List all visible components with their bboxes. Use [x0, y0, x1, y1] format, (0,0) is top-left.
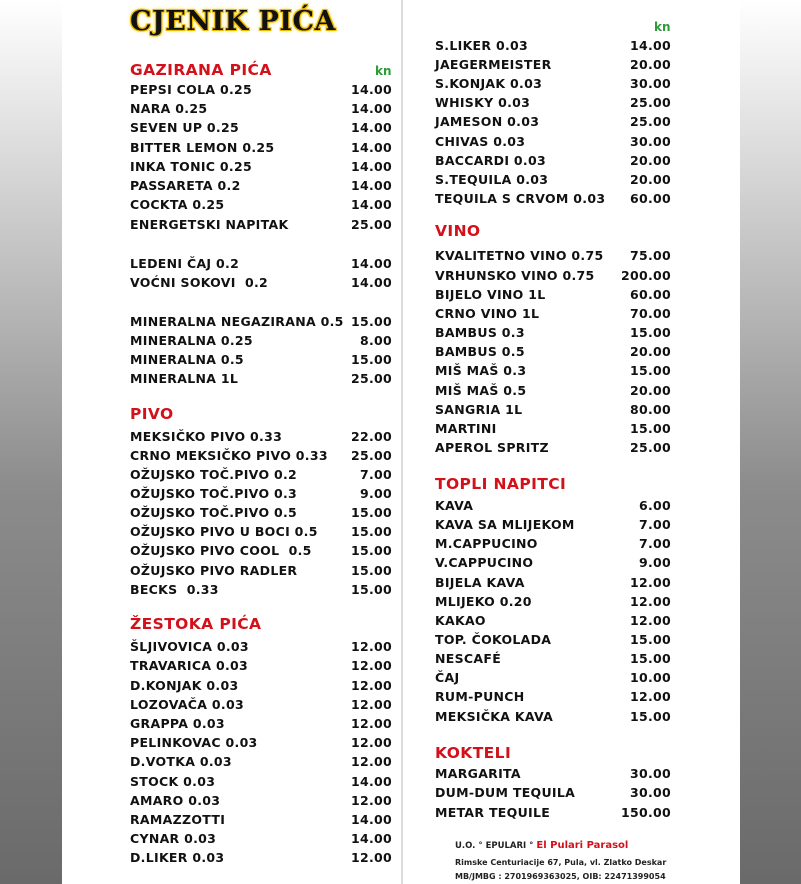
menu-item-name: NESCAFÉ — [435, 651, 502, 666]
menu-item-name: MIŠ MAŠ 0.5 — [435, 383, 527, 398]
menu-item — [435, 112, 671, 131]
menu-item-name: GRAPPA 0.03 — [130, 716, 225, 731]
footer-owner-line — [455, 840, 628, 851]
menu-item — [435, 246, 671, 265]
menu-item-price: 80.00 — [629, 402, 671, 417]
menu-item-name: BITTER LEMON 0.25 — [130, 140, 275, 155]
menu-item-price: 15.00 — [350, 563, 392, 578]
menu-item — [130, 848, 392, 867]
menu-item — [435, 55, 671, 74]
menu-item-name: D.LIKER 0.03 — [130, 850, 225, 865]
menu-item-name: RAMAZZOTTI — [130, 812, 226, 827]
menu-item-price: 15.00 — [350, 582, 392, 597]
menu-item-price: 25.00 — [350, 448, 392, 463]
menu-item-price: 30.00 — [629, 766, 671, 781]
menu-item — [435, 361, 671, 380]
menu-item-price: 22.00 — [350, 429, 392, 444]
menu-item — [435, 630, 671, 649]
menu-item — [435, 707, 671, 726]
menu-item-price: 12.00 — [629, 575, 671, 590]
menu-item-name: MINERALNA 1L — [130, 371, 239, 386]
menu-item — [130, 195, 392, 214]
menu-item-name: ENERGETSKI NAPITAK — [130, 217, 289, 232]
menu-item-name: INKA TONIC 0.25 — [130, 159, 252, 174]
menu-item — [435, 381, 671, 400]
menu-item — [435, 515, 671, 534]
menu-item-price: 14.00 — [350, 159, 392, 174]
menu-item — [130, 176, 392, 195]
menu-item-name: BACCARDI 0.03 — [435, 153, 546, 168]
menu-item-name: KAVA — [435, 498, 474, 513]
menu-item-name: JAEGERMEISTER — [435, 57, 552, 72]
menu-item — [435, 783, 671, 802]
menu-item — [435, 151, 671, 170]
menu-item-name: STOCK 0.03 — [130, 774, 216, 789]
menu-item-price: 60.00 — [629, 191, 671, 206]
menu-item — [130, 791, 392, 810]
menu-item — [130, 331, 392, 350]
menu-item-name: TEQUILA S CRVOM 0.03 — [435, 191, 606, 206]
section-heading-pivo: PIVO — [130, 405, 174, 423]
menu-item-price: 6.00 — [638, 498, 671, 513]
menu-item — [130, 484, 392, 503]
menu-item-price: 14.00 — [350, 82, 392, 97]
menu-item-name: OŽUJSKO TOČ.PIVO 0.5 — [130, 505, 298, 520]
menu-item-price: 14.00 — [350, 178, 392, 193]
menu-item-price: 12.00 — [350, 697, 392, 712]
menu-item-price: 14.00 — [350, 197, 392, 212]
menu-item-name: ČAJ — [435, 670, 460, 685]
menu-item-name: MEKSIČKO PIVO 0.33 — [130, 429, 283, 444]
menu-item — [435, 285, 671, 304]
menu-item-price: 12.00 — [350, 735, 392, 750]
menu-item — [130, 522, 392, 541]
menu-item-price: 12.00 — [350, 850, 392, 865]
menu-item — [435, 764, 671, 783]
menu-item-price: 12.00 — [350, 754, 392, 769]
menu-item-price: 75.00 — [629, 248, 671, 263]
menu-item-name: KVALITETNO VINO 0.75 — [435, 248, 604, 263]
menu-item — [130, 446, 392, 465]
menu-item-name: JAMESON 0.03 — [435, 114, 540, 129]
menu-item-price: 7.00 — [359, 467, 392, 482]
menu-item-price: 9.00 — [638, 555, 671, 570]
menu-item-price: 14.00 — [350, 831, 392, 846]
menu-item — [130, 810, 392, 829]
menu-item — [435, 668, 671, 687]
menu-item-name: BECKS 0.33 — [130, 582, 219, 597]
menu-item-name: VOĆNI SOKOVI 0.2 — [130, 275, 269, 290]
menu-item — [130, 829, 392, 848]
menu-item-name: KAVA SA MLIJEKOM — [435, 517, 575, 532]
menu-item-price: 25.00 — [350, 217, 392, 232]
menu-item-price: 150.00 — [620, 805, 671, 820]
menu-item-name: MINERALNA NEGAZIRANA 0.5 — [130, 314, 344, 329]
menu-item — [130, 350, 392, 369]
menu-item-name: OŽUJSKO PIVO RADLER — [130, 563, 298, 578]
menu-item-name: V.CAPPUCINO — [435, 555, 534, 570]
menu-item-name: D.VOTKA 0.03 — [130, 754, 232, 769]
menu-item-name: LEDENI ČAJ 0.2 — [130, 256, 240, 271]
footer-address: Rimske Centuriacije 67, Pula, vl. Zlatko Deskar — [455, 858, 667, 867]
menu-item-price: 15.00 — [350, 524, 392, 539]
menu-item — [130, 273, 392, 292]
menu-item-price: 15.00 — [629, 421, 671, 436]
menu-item-price: 14.00 — [629, 38, 671, 53]
section-heading-vino: VINO — [435, 222, 481, 240]
menu-item-price: 12.00 — [350, 639, 392, 654]
menu-item-price: 20.00 — [629, 383, 671, 398]
menu-item-price: 20.00 — [629, 172, 671, 187]
menu-item-price: 14.00 — [350, 275, 392, 290]
menu-item-name: NARA 0.25 — [130, 101, 208, 116]
menu-item-name: SANGRIA 1L — [435, 402, 523, 417]
menu-item-name: S.KONJAK 0.03 — [435, 76, 543, 91]
menu-item-name: DUM-DUM TEQUILA — [435, 785, 576, 800]
menu-item-price: 12.00 — [629, 689, 671, 704]
menu-item-price: 15.00 — [350, 352, 392, 367]
menu-item-name: METAR TEQUILE — [435, 805, 551, 820]
currency-label-left: kn — [375, 64, 392, 78]
section-heading-zestoka: ŽESTOKA PIĆA — [130, 615, 262, 633]
menu-item — [130, 541, 392, 560]
background-left — [0, 0, 62, 884]
menu-item — [130, 118, 392, 137]
menu-item — [130, 254, 392, 273]
menu-item — [435, 93, 671, 112]
menu-item-price: 14.00 — [350, 120, 392, 135]
menu-item-name: CRNO MEKSIČKO PIVO 0.33 — [130, 448, 328, 463]
menu-item — [435, 400, 671, 419]
menu-item-name: MIŠ MAŠ 0.3 — [435, 363, 527, 378]
menu-item — [130, 369, 392, 388]
menu-item-price: 10.00 — [629, 670, 671, 685]
menu-item-price: 14.00 — [350, 101, 392, 116]
section-heading-kokteli: KOKTELI — [435, 744, 512, 762]
menu-item-price: 14.00 — [350, 256, 392, 271]
menu-item-name: S.LIKER 0.03 — [435, 38, 529, 53]
menu-item — [130, 80, 392, 99]
menu-item-price: 9.00 — [359, 486, 392, 501]
menu-item-name: KAKAO — [435, 613, 486, 628]
menu-item — [435, 36, 671, 55]
section-heading-topli: TOPLI NAPITCI — [435, 475, 567, 493]
menu-item-name: S.TEQUILA 0.03 — [435, 172, 549, 187]
menu-item — [130, 427, 392, 446]
menu-item — [130, 752, 392, 771]
menu-item — [130, 772, 392, 791]
menu-item — [435, 74, 671, 93]
menu-item — [435, 573, 671, 592]
menu-item — [130, 580, 392, 599]
menu-item-price: 25.00 — [629, 440, 671, 455]
menu-item-name: BAMBUS 0.5 — [435, 344, 525, 359]
menu-item-name: OŽUJSKO TOČ.PIVO 0.3 — [130, 486, 298, 501]
menu-item-price: 12.00 — [629, 594, 671, 609]
menu-item-name: MARGARITA — [435, 766, 521, 781]
menu-item — [130, 312, 392, 331]
menu-item — [130, 695, 392, 714]
menu-item-name: APEROL SPRITZ — [435, 440, 549, 455]
menu-item — [435, 496, 671, 515]
menu-item-name: OŽUJSKO TOČ.PIVO 0.2 — [130, 467, 298, 482]
menu-item-price: 20.00 — [629, 153, 671, 168]
menu-item — [130, 561, 392, 580]
menu-item-name: MINERALNA 0.25 — [130, 333, 253, 348]
menu-item — [130, 714, 392, 733]
menu-item — [435, 304, 671, 323]
menu-item-price: 25.00 — [629, 95, 671, 110]
column-divider — [401, 0, 403, 884]
menu-item-price: 14.00 — [350, 812, 392, 827]
menu-item-price: 7.00 — [638, 517, 671, 532]
menu-item — [130, 99, 392, 118]
menu-item — [435, 266, 671, 285]
menu-item-price: 14.00 — [350, 140, 392, 155]
menu-item-name: MLIJEKO 0.20 — [435, 594, 532, 609]
menu-item-price: 15.00 — [629, 709, 671, 724]
menu-item-price: 8.00 — [359, 333, 392, 348]
menu-item-price: 25.00 — [629, 114, 671, 129]
menu-item — [435, 132, 671, 151]
menu-item-price: 25.00 — [350, 371, 392, 386]
menu-item-price: 12.00 — [350, 793, 392, 808]
menu-item-name: CYNAR 0.03 — [130, 831, 217, 846]
menu-item-name: OŽUJSKO PIVO U BOCI 0.5 — [130, 524, 318, 539]
menu-item-price: 20.00 — [629, 344, 671, 359]
menu-item — [435, 611, 671, 630]
menu-item-name: MEKSIČKA KAVA — [435, 709, 554, 724]
menu-item-name: TRAVARICA 0.03 — [130, 658, 248, 673]
menu-item-name: MARTINI — [435, 421, 497, 436]
menu-item-price: 20.00 — [629, 57, 671, 72]
page-title: CJENIK PIĆA — [130, 6, 336, 37]
menu-item-price: 30.00 — [629, 134, 671, 149]
menu-item-price: 200.00 — [620, 268, 671, 283]
section-heading-gazirana: GAZIRANA PIĆA — [130, 61, 272, 79]
background-right — [740, 0, 801, 884]
footer-brand: El Pulari Parasol — [536, 840, 629, 851]
menu-item-name: CHIVAS 0.03 — [435, 134, 526, 149]
menu-item — [130, 215, 392, 234]
menu-item-price: 15.00 — [629, 363, 671, 378]
menu-item-name: BAMBUS 0.3 — [435, 325, 525, 340]
menu-item-name: SEVEN UP 0.25 — [130, 120, 239, 135]
menu-item — [130, 138, 392, 157]
menu-item-name: VRHUNSKO VINO 0.75 — [435, 268, 595, 283]
menu-item — [435, 189, 671, 208]
menu-item-name: PEPSI COLA 0.25 — [130, 82, 252, 97]
menu-item-price: 12.00 — [629, 613, 671, 628]
currency-label-right: kn — [654, 20, 671, 34]
menu-item — [130, 637, 392, 656]
menu-item-price: 15.00 — [350, 505, 392, 520]
menu-item-name: ŠLJIVOVICA 0.03 — [130, 639, 249, 654]
menu-item — [435, 170, 671, 189]
menu-item-name: BIJELA KAVA — [435, 575, 525, 590]
menu-item-name: PASSARETA 0.2 — [130, 178, 241, 193]
menu-item — [435, 342, 671, 361]
menu-item — [435, 534, 671, 553]
menu-item — [435, 649, 671, 668]
menu-item — [130, 157, 392, 176]
menu-item-price: 14.00 — [350, 774, 392, 789]
menu-item — [435, 803, 671, 822]
menu-item-name: TOP. ČOKOLADA — [435, 632, 552, 647]
menu-item-name: MINERALNA 0.5 — [130, 352, 244, 367]
menu-item-price: 30.00 — [629, 76, 671, 91]
menu-item-price: 7.00 — [638, 536, 671, 551]
menu-item — [130, 465, 392, 484]
menu-item-name: COCKTA 0.25 — [130, 197, 225, 212]
menu-item-name: WHISKY 0.03 — [435, 95, 531, 110]
menu-item-name: RUM-PUNCH — [435, 689, 525, 704]
menu-item-price: 12.00 — [350, 678, 392, 693]
menu-item-price: 15.00 — [629, 325, 671, 340]
menu-item-price: 15.00 — [350, 543, 392, 558]
menu-item-name: PELINKOVAC 0.03 — [130, 735, 258, 750]
menu-item-name: AMARO 0.03 — [130, 793, 221, 808]
footer-owner: U.O. ° EPULARI ° — [455, 841, 537, 851]
menu-item-price: 30.00 — [629, 785, 671, 800]
menu-item — [435, 419, 671, 438]
menu-item — [435, 553, 671, 572]
menu-item — [435, 687, 671, 706]
menu-item — [130, 503, 392, 522]
menu-item — [130, 676, 392, 695]
menu-item-name: D.KONJAK 0.03 — [130, 678, 239, 693]
menu-item — [130, 733, 392, 752]
menu-item-price: 15.00 — [350, 314, 392, 329]
menu-item-price: 60.00 — [629, 287, 671, 302]
menu-item-name: LOZOVAČA 0.03 — [130, 697, 244, 712]
footer-ids: MB/JMBG : 2701969363025, OIB: 22471399054 — [455, 872, 666, 881]
menu-item — [435, 592, 671, 611]
menu-item — [435, 323, 671, 342]
menu-item-name: CRNO VINO 1L — [435, 306, 540, 321]
menu-item-name: OŽUJSKO PIVO COOL 0.5 — [130, 543, 312, 558]
menu-item — [130, 656, 392, 675]
menu-item-price: 12.00 — [350, 716, 392, 731]
menu-item-name: M.CAPPUCINO — [435, 536, 538, 551]
menu-item — [435, 438, 671, 457]
menu-item-price: 70.00 — [629, 306, 671, 321]
menu-item-price: 15.00 — [629, 632, 671, 647]
menu-item-price: 12.00 — [350, 658, 392, 673]
menu-item-price: 15.00 — [629, 651, 671, 666]
menu-item-name: BIJELO VINO 1L — [435, 287, 546, 302]
